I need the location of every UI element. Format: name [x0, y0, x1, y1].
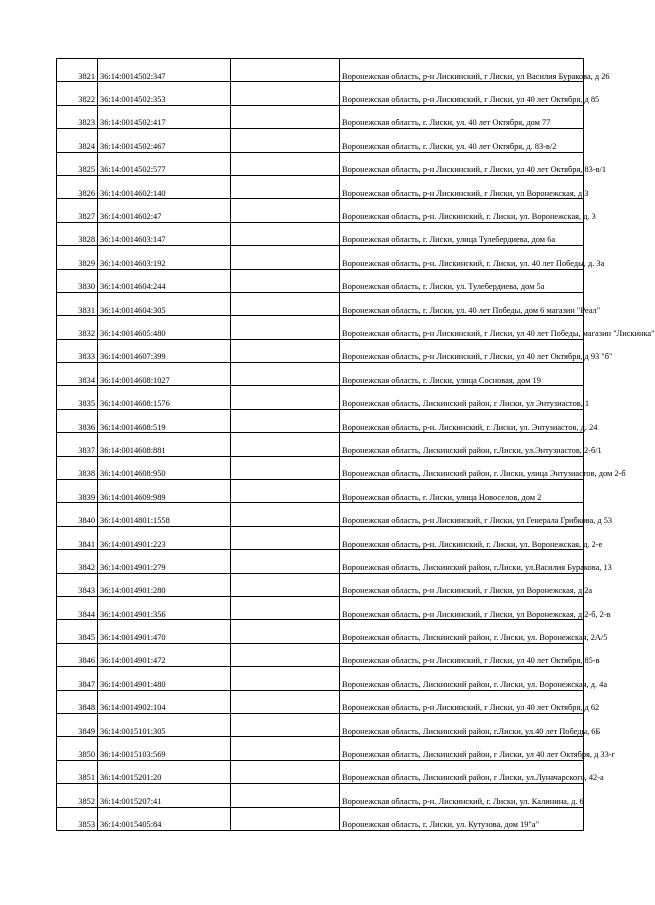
table-row [57, 269, 584, 292]
cadastral-number-cell: 36:14:0014502:467 [98, 129, 231, 152]
table-row [57, 643, 584, 666]
address-cell: Воронежская область, р-н Лискинский, г Лиски, ул 40 лет Октября, 83-в/1 [340, 152, 584, 175]
empty-cell [231, 292, 340, 315]
empty-cell [231, 596, 340, 619]
cadastral-number-cell: 36:14:0014502:577 [98, 152, 231, 175]
empty-cell [231, 59, 340, 82]
address-cell: Воронежская область, г. Лиски, ул. Кутузова, дом 19"а" [340, 807, 584, 830]
cadastral-number-cell: 36:14:0014603:192 [98, 246, 231, 269]
empty-cell [231, 129, 340, 152]
row-number-cell: 3830 [57, 269, 98, 292]
empty-cell [231, 175, 340, 198]
table-row [57, 807, 584, 830]
empty-cell [231, 573, 340, 596]
address-cell: Воронежская область, Лискинский район, г. Лиски, ул. Воронежская, 2А/5 [340, 620, 584, 643]
row-number-cell: 3844 [57, 596, 98, 619]
address-cell: Воронежская область, р-н Лискинский, г Лиски, ул 40 лет Победы, магазин "Лискинка" [340, 316, 584, 339]
cadastral-number-cell: 36:14:0014604:244 [98, 269, 231, 292]
row-number-cell: 3831 [57, 292, 98, 315]
address-cell: Воронежская область, Лискинский район, г. Лиски, улица Энтузиастов, дом 2-б [340, 456, 584, 479]
empty-cell [231, 784, 340, 807]
row-number-cell: 3843 [57, 573, 98, 596]
address-cell: Воронежская область, р-н Лискинский, г Лиски, ул 40 лет Октября, д 62 [340, 690, 584, 713]
cadastral-number-cell: 36:14:0014603:147 [98, 222, 231, 245]
address-cell: Воронежская область, р-н. Лискинский, г. Лиски, ул. 40 лет Победы, д. 3а [340, 246, 584, 269]
table-row [57, 596, 584, 619]
row-number-cell: 3847 [57, 667, 98, 690]
address-cell: Воронежская область, р-н Лискинский, г Лиски, ул Воронежская, д 3 [340, 175, 584, 198]
empty-cell [231, 409, 340, 432]
table-row [57, 690, 584, 713]
table-row [57, 409, 584, 432]
empty-cell [231, 503, 340, 526]
table-row [57, 667, 584, 690]
cadastral-number-cell: 36:14:0014502:353 [98, 82, 231, 105]
cadastral-number-cell: 36:14:0015207:41 [98, 784, 231, 807]
address-cell: Воронежская область, р-н Лискинский, г Лиски, ул Воронежская, д 2а [340, 573, 584, 596]
table-row [57, 363, 584, 386]
address-cell: Воронежская область, Лискинский район, г.Лиски, ул.Василия Буракова, 13 [340, 550, 584, 573]
table-row [57, 129, 584, 152]
cadastral-number-cell: 36:14:0014604:305 [98, 292, 231, 315]
empty-cell [231, 152, 340, 175]
cadastral-number-cell: 36:14:0014502:417 [98, 105, 231, 128]
row-number-cell: 3846 [57, 643, 98, 666]
row-number-cell: 3837 [57, 433, 98, 456]
cadastral-number-cell: 36:14:0014608:950 [98, 456, 231, 479]
empty-cell [231, 807, 340, 830]
table-row [57, 316, 584, 339]
cadastral-number-cell: 36:14:0014902:104 [98, 690, 231, 713]
address-cell: Воронежская область, Лискинский район, г.Лиски, ул.Энтузиастов, 2-б/1 [340, 433, 584, 456]
table-row [57, 503, 584, 526]
registry-table [56, 58, 655, 831]
cadastral-number-cell: 36:14:0014901:223 [98, 526, 231, 549]
empty-cell [231, 269, 340, 292]
table-row [57, 433, 584, 456]
row-number-cell: 3832 [57, 316, 98, 339]
cadastral-number-cell: 36:14:0014608:881 [98, 433, 231, 456]
empty-cell [231, 386, 340, 409]
cadastral-number-cell: 36:14:0014605:480 [98, 316, 231, 339]
row-number-cell: 3824 [57, 129, 98, 152]
address-cell: Воронежская область, Лискинский район, г.Лиски, ул.40 лет Победы, 6Б [340, 713, 584, 736]
table-row [57, 784, 584, 807]
cadastral-number-cell: 36:14:0014602:140 [98, 175, 231, 198]
empty-cell [231, 713, 340, 736]
address-cell: Воронежская область, р-н Лискинский, г Лиски, ул 40 лет Октября, д 85 [340, 82, 584, 105]
cadastral-number-cell: 36:14:0014901:279 [98, 550, 231, 573]
empty-cell [231, 737, 340, 760]
address-cell: Воронежская область, Лискинский район, г. Лиски, ул. Воронежская, д. 4а [340, 667, 584, 690]
row-number-cell: 3840 [57, 503, 98, 526]
address-cell: Воронежская область, г. Лиски, ул. 40 лет Октября, дом 77 [340, 105, 584, 128]
row-number-cell: 3852 [57, 784, 98, 807]
row-number-cell: 3828 [57, 222, 98, 245]
address-cell: Воронежская область, р-н Лискинский, г Лиски, ул Василия Буракова, д 26 [340, 59, 584, 82]
table-row [57, 339, 584, 362]
address-cell: Воронежская область, р-н Лискинский, г Лиски, ул 40 лет Октября, 85-в [340, 643, 584, 666]
row-number-cell: 3825 [57, 152, 98, 175]
cadastral-number-cell: 36:14:0014901:280 [98, 573, 231, 596]
address-cell: Воронежская область, г. Лиски, ул. Тулебердиева, дом 5а [340, 269, 584, 292]
cadastral-number-cell: 36:14:0014608:1576 [98, 386, 231, 409]
row-number-cell: 3836 [57, 409, 98, 432]
empty-cell [231, 433, 340, 456]
address-cell: Воронежская область, р-н. Лискинский, г. Лиски, ул. Энтузиастов, д. 24 [340, 409, 584, 432]
address-cell: Воронежская область, г. Лиски, улица Тулебердиева, дом 6а [340, 222, 584, 245]
cadastral-number-cell: 36:14:0014901:472 [98, 643, 231, 666]
table-row [57, 713, 584, 736]
empty-cell [231, 339, 340, 362]
table-row [57, 59, 584, 82]
address-cell: Воронежская область, г. Лиски, ул. 40 лет Октября, д. 83-в/2 [340, 129, 584, 152]
row-number-cell: 3842 [57, 550, 98, 573]
table-row [57, 82, 584, 105]
table-row [57, 456, 584, 479]
address-cell: Воронежская область, р-н. Лискинский, г. Лиски, ул. Воронежская, д. 2-е [340, 526, 584, 549]
address-cell: Воронежская область, Лискинский район, г Лиски, ул 40 лет Октября, д 33-г [340, 737, 584, 760]
address-cell: Воронежская область, р-н Лискинский, г Лиски, ул 40 лет Октября, д 93 "б" [340, 339, 584, 362]
cadastral-number-cell: 36:14:0014801:1558 [98, 503, 231, 526]
cadastral-number-cell: 36:14:0014901:470 [98, 620, 231, 643]
table-row [57, 105, 584, 128]
cadastral-number-cell: 36:14:0014608:519 [98, 409, 231, 432]
row-number-cell: 3834 [57, 363, 98, 386]
row-number-cell: 3835 [57, 386, 98, 409]
cadastral-number-cell: 36:14:0014502:347 [98, 59, 231, 82]
table-row [57, 760, 584, 783]
address-cell: Воронежская область, р-н. Лискинский, г. Лиски, ул. Воронежская, д. 3 [340, 199, 584, 222]
row-number-cell: 3826 [57, 175, 98, 198]
row-number-cell: 3853 [57, 807, 98, 830]
address-cell: Воронежская область, Лискинский район, г Лиски, ул Энтузиастов, 1 [340, 386, 584, 409]
row-number-cell: 3833 [57, 339, 98, 362]
row-number-cell: 3841 [57, 526, 98, 549]
table-row [57, 573, 584, 596]
row-number-cell: 3821 [57, 59, 98, 82]
empty-cell [231, 690, 340, 713]
address-cell: Воронежская область, Лискинский район, г Лиски, ул.Луначарского, 42-а [340, 760, 584, 783]
table-row [57, 737, 584, 760]
table-row [57, 620, 584, 643]
empty-cell [231, 246, 340, 269]
empty-cell [231, 222, 340, 245]
row-number-cell: 3829 [57, 246, 98, 269]
address-cell: Воронежская область, р-н Лискинский, г Лиски, ул Генерала Грибкова, д 53 [340, 503, 584, 526]
address-cell: Воронежская область, р-н. Лискинский, г. Лиски, ул. Калинина, д. 6 [340, 784, 584, 807]
row-number-cell: 3848 [57, 690, 98, 713]
row-number-cell: 3850 [57, 737, 98, 760]
empty-cell [231, 480, 340, 503]
empty-cell [231, 456, 340, 479]
table-row [57, 222, 584, 245]
address-cell: Воронежская область, г. Лиски, ул. 40 лет Победы, дом 6 магазин "Реал" [340, 292, 584, 315]
cadastral-number-cell: 36:14:0014607:399 [98, 339, 231, 362]
empty-cell [231, 316, 340, 339]
table-row [57, 292, 584, 315]
table-row [57, 550, 584, 573]
row-number-cell: 3838 [57, 456, 98, 479]
empty-cell [231, 199, 340, 222]
address-cell: Воронежская область, р-н Лискинский, г Лиски, ул Воронежская, д 2-б, 2-в [340, 596, 584, 619]
address-cell: Воронежская область, г. Лиски, улица Сосновая, дом 19 [340, 363, 584, 386]
cadastral-number-cell: 36:14:0015101:305 [98, 713, 231, 736]
cadastral-number-cell: 36:14:0014608:1027 [98, 363, 231, 386]
row-number-cell: 3827 [57, 199, 98, 222]
empty-cell [231, 82, 340, 105]
registry-table-body [57, 59, 655, 831]
empty-cell [231, 667, 340, 690]
cadastral-number-cell: 36:14:0015103:569 [98, 737, 231, 760]
cadastral-number-cell: 36:14:0014901:480 [98, 667, 231, 690]
table-row [57, 152, 584, 175]
row-number-cell: 3823 [57, 105, 98, 128]
empty-cell [231, 620, 340, 643]
table-row [57, 480, 584, 503]
table-row [57, 199, 584, 222]
empty-cell [231, 363, 340, 386]
empty-cell [231, 760, 340, 783]
empty-cell [231, 643, 340, 666]
row-number-cell: 3845 [57, 620, 98, 643]
cadastral-number-cell: 36:14:0014602:47 [98, 199, 231, 222]
table-row [57, 175, 584, 198]
cadastral-number-cell: 36:14:0015201:20 [98, 760, 231, 783]
row-number-cell: 3851 [57, 760, 98, 783]
cadastral-number-cell: 36:14:0015405:84 [98, 807, 231, 830]
empty-cell [231, 526, 340, 549]
row-number-cell: 3822 [57, 82, 98, 105]
row-number-cell: 3849 [57, 713, 98, 736]
cadastral-number-cell: 36:14:0014609:989 [98, 480, 231, 503]
table-row [57, 246, 584, 269]
table-row [57, 526, 584, 549]
empty-cell [231, 550, 340, 573]
row-number-cell: 3839 [57, 480, 98, 503]
cadastral-number-cell: 36:14:0014901:356 [98, 596, 231, 619]
empty-cell [231, 105, 340, 128]
address-cell: Воронежская область, г. Лиски, улица Новоселов, дом 2 [340, 480, 584, 503]
table-row [57, 386, 584, 409]
